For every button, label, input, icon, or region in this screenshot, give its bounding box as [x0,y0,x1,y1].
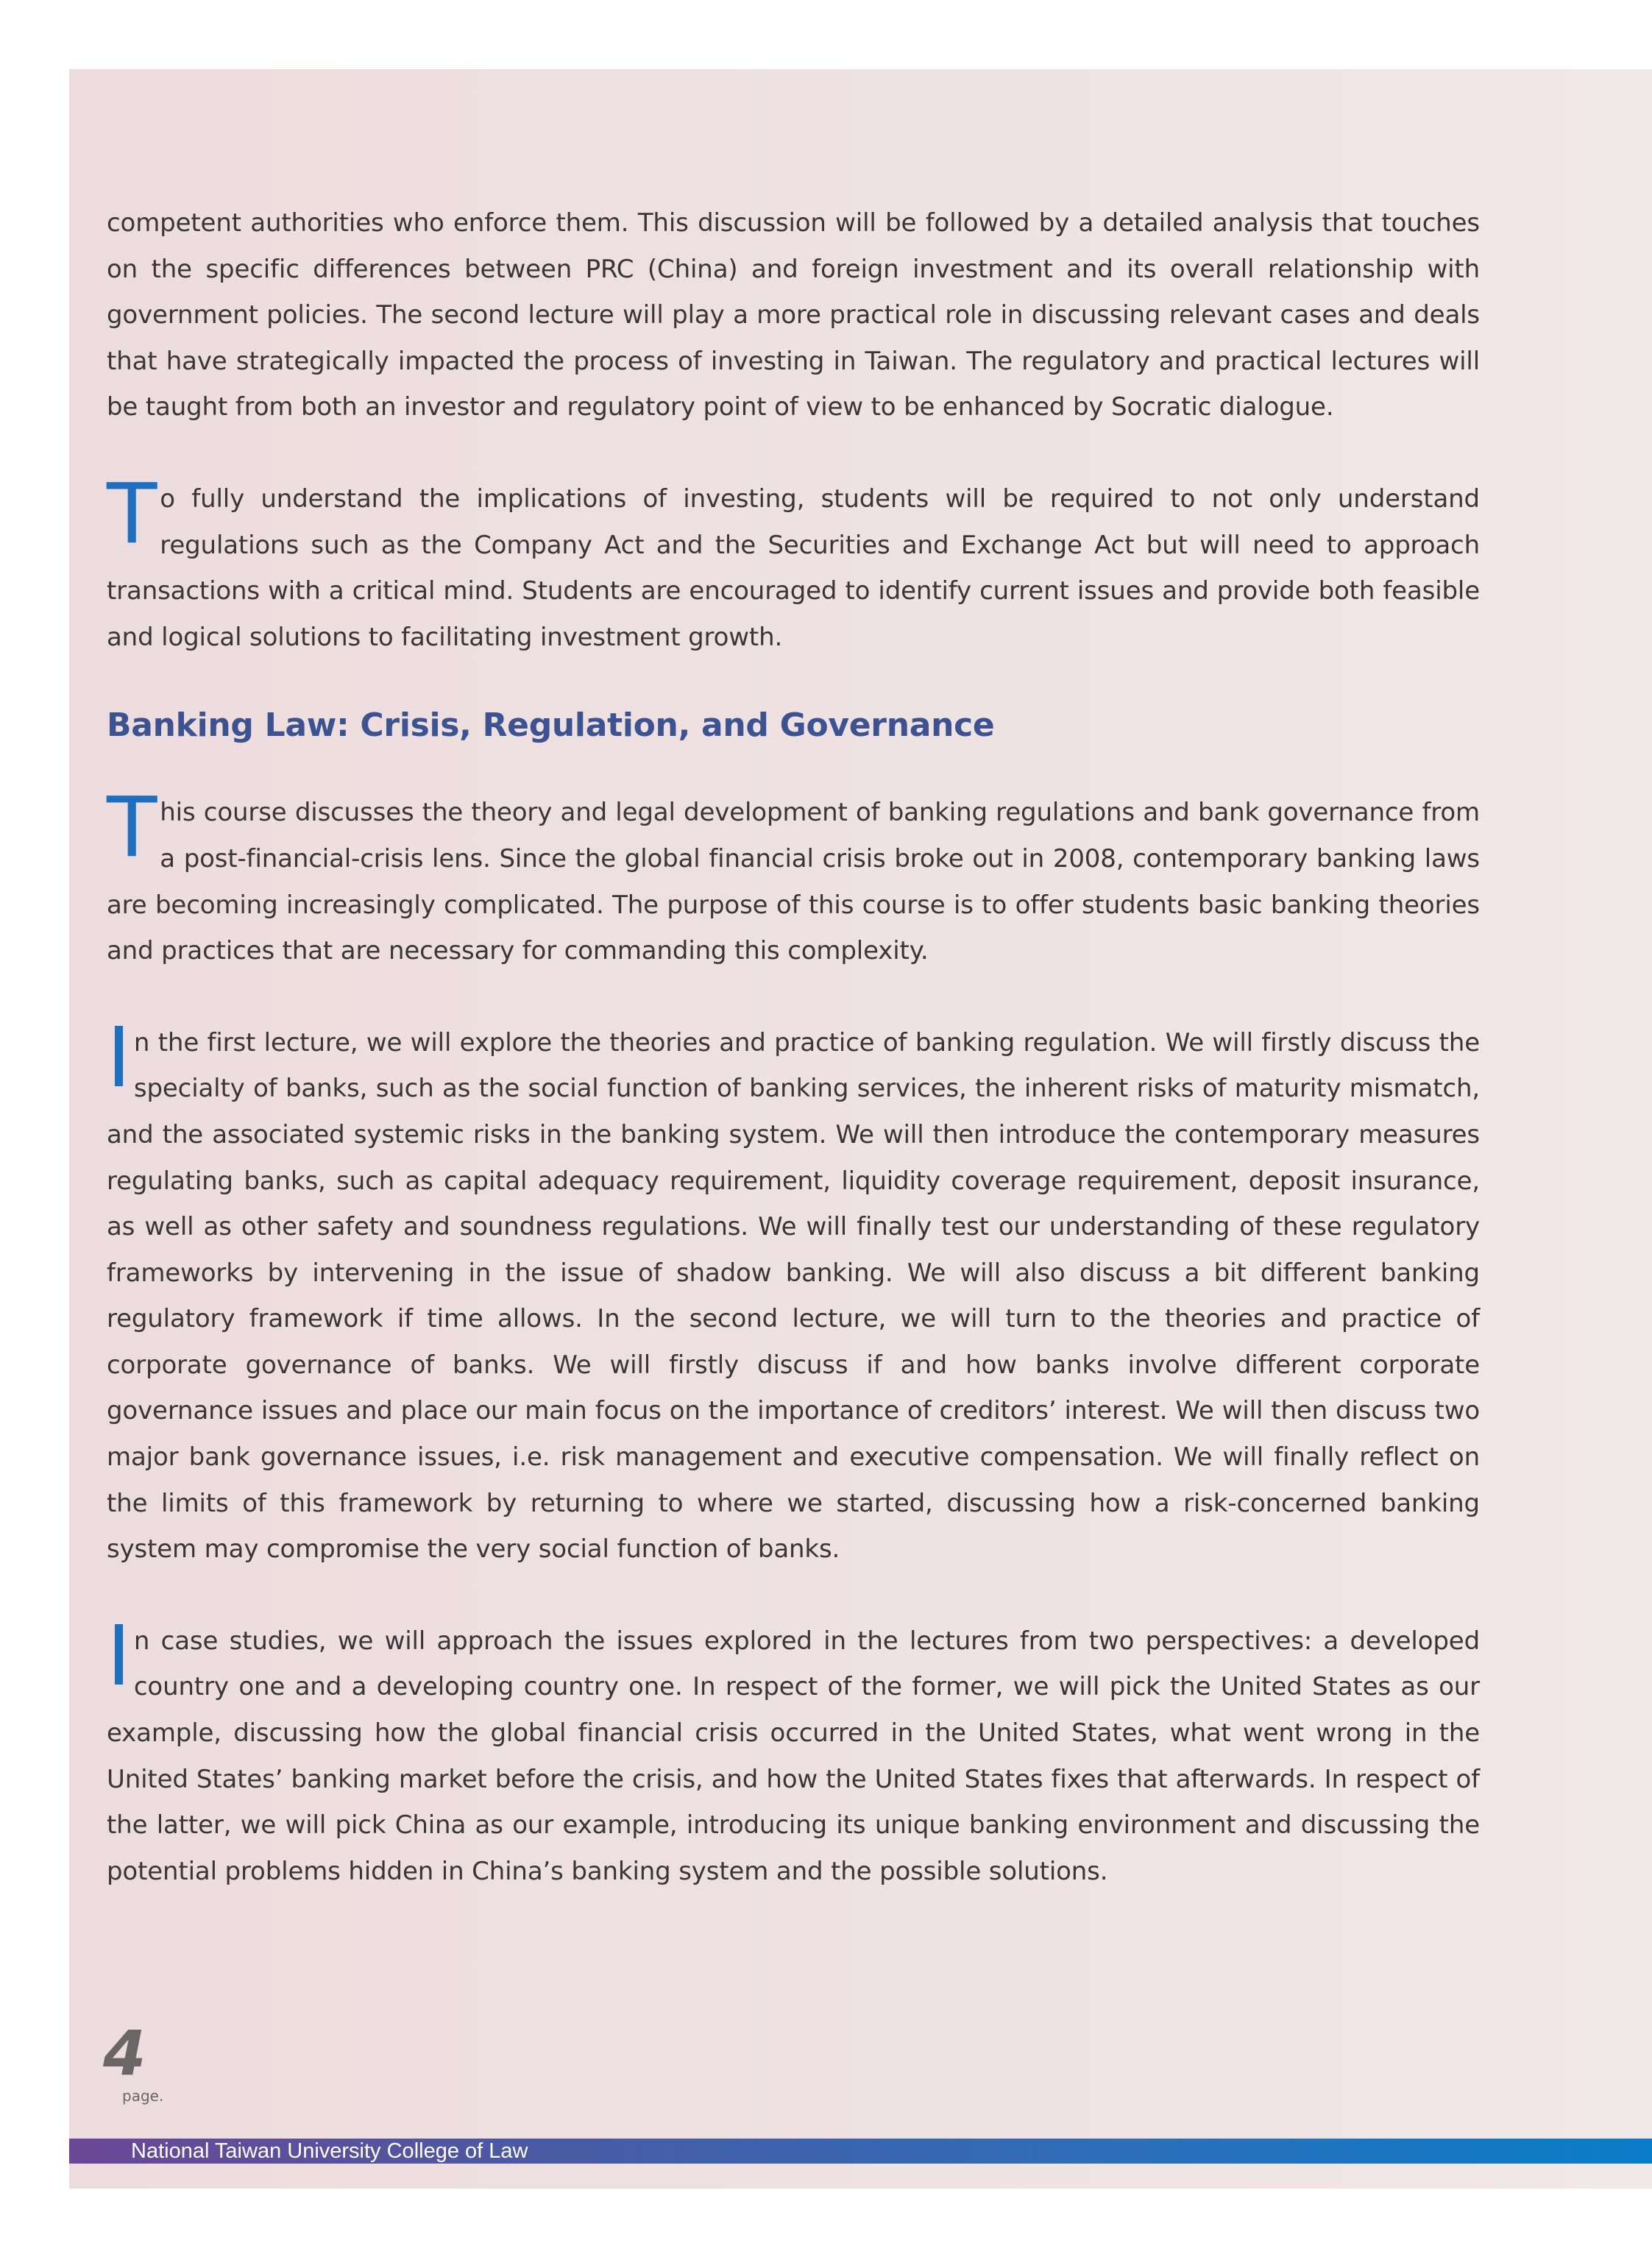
banking-paragraph-3: In case studies, we will approach the issues explored in the lectures from two perspectives: a developed country one and a developing country one. In respect of the former, we will pick the United States as our example, discussing how the global financial crisis occurred in the United States, what went wrong in the United States’ banking market before the crisis, and how the United States fixes that afterwards. In respect of the latter, we will pick China as our example, introducing its unique banking environment and discussing the potential problems hidden in China’s banking system and the possible solutions. [107,1608,1480,1886]
section-heading: Banking Law: Crisis, Regulation, and Governance [107,706,995,745]
footer-institution: National Taiwan University College of Law [131,2139,528,2163]
banking-paragraph-1: This course discusses the theory and legal development of banking regulations and bank governance from a post-financial-crisis lens. Since the global financial crisis broke out in 2008, contemporary banking laws are becoming increasingly complicated. The purpose of this course is to offer students basic banking theories and practices that are necessary for commanding this complexity. [107,780,1480,966]
intro-paragraph-2: To fully understand the implications of investing, students will be required to not only understand regulations such as the Company Act and the Securities and Exchange Act but will need to approach transactions with a critical mind. Students are encouraged to identify current issues and provide both feasible and logical solutions to facilitating investment growth. [107,466,1480,652]
footer-bar [69,2139,1652,2164]
intro-paragraph-1: competent authorities who enforce them. This discussion will be followed by a detailed analysis that touches on the specific differences between PRC (China) and foreign investment and its overall relationship with government policies. The second lecture will play a more practical role in discussing relevant cases and deals that have strategically impacted the process of investing in Taiwan. The regulatory and practical lectures will be taught from both an investor and regulatory point of view to be enhanced by Socratic dialogue. [107,208,1480,422]
page-label: page. [122,2087,164,2105]
banking-paragraph-2: In the first lecture, we will explore the theories and practice of banking regulation. We will firstly discuss the specialty of banks, such as the social function of banking services, the inherent risks of maturity mismatch, and the associated systemic risks in the banking system. We will then introduce the contemporary measures regulating banks, such as capital adequacy requirement, liquidity coverage requirement, deposit insurance, as well as other safety and soundness regulations. We will finally test our understanding of these regulatory frameworks by intervening in the issue of shadow banking. We will also discuss a bit different banking regulatory framework if time allows. In the second lecture, we will turn to the theories and practice of corporate governance of banks. We will firstly discuss if and how banks involve different corporate governance issues and place our main focus on the importance of creditors’ interest. We will then discuss two major bank governance issues, i.e. risk management and executive compensation. We will finally reflect on the limits of this framework by returning to where we started, discussing how a risk-concerned banking system may compromise the very social function of banks. [107,1010,1480,1565]
page-content [107,200,1480,1894]
page-number: 4 [103,2017,146,2089]
